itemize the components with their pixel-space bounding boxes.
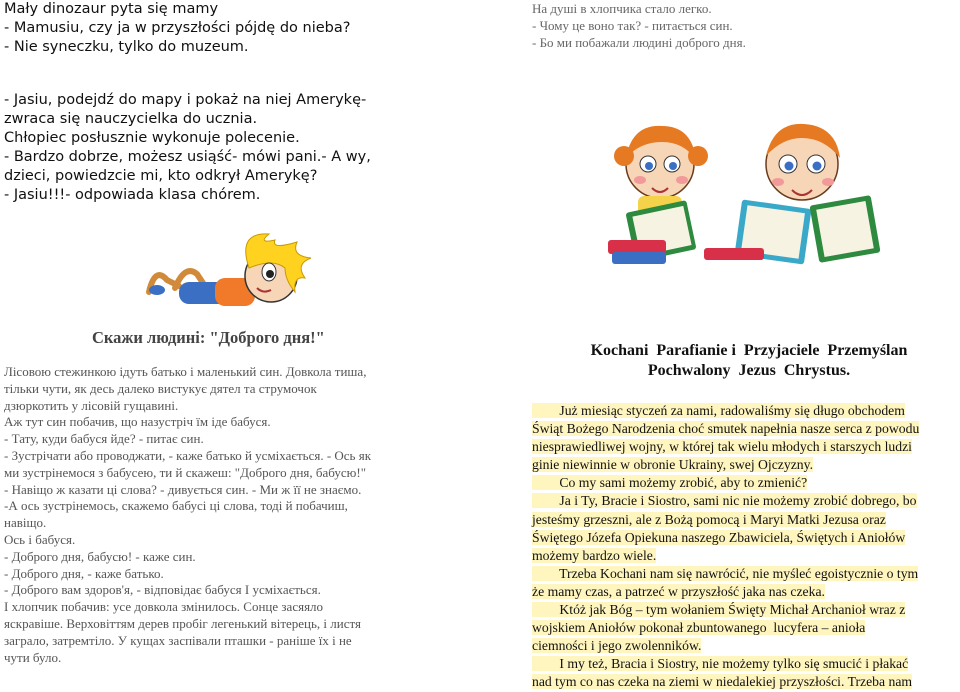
story-line: - Доброго дня, - каже батько. <box>4 565 164 581</box>
children-reading-books-illustration <box>588 112 932 272</box>
letter-line: Co my sami możemy zrobić, aby to zmienić? <box>532 475 808 491</box>
story-line: Ось і бабуся. <box>4 531 76 547</box>
story-line: На душі в хлопчика стало легко. <box>532 1 712 16</box>
joke-line: - Mamusiu, czy ja w przyszłości pójdę do nieba? <box>4 20 351 36</box>
joke-line: - Jasiu, podejdź do mapy i pokaż na niej Amerykę- <box>4 92 367 108</box>
story-line: тільки чути, як десь далеко вистукує дятел та струмочок <box>4 380 317 396</box>
story-line: - Зустрічати або проводжати, - каже батько й усміхається. - Ось як <box>4 447 372 463</box>
heading-line: Pochwalony Jezus Chrystus. <box>647 362 851 379</box>
story-line: - Доброго вам здоров'я, - відповідає бабуся І усміхається. <box>4 582 321 598</box>
letter-line: niesprawiedliwej wojny, w której tak wielu młodych i starszych ludzi <box>532 439 912 455</box>
heading-line: Kochani Parafianie i Przyjaciele Przemyślan <box>590 342 908 359</box>
story-line: - Навіщо ж казати ці слова? - дивується син. - Ми ж її не знаємо. <box>4 481 362 497</box>
story-line: яскравіше. Верховіттям дерев пробіг легенький вітерець, і листя <box>4 615 361 631</box>
story-line: Лісовою стежинкою ідуть батько і маленький син. Довкола тиша, <box>4 364 367 379</box>
story-line: - Бо ми побажали людині доброго дня. <box>532 35 746 50</box>
joke-line: Mały dinozaur pyta się mamy <box>4 1 219 17</box>
story-line: заграло, затремтіло. У кущах заспівали пташки - раніше їх і не <box>4 632 352 648</box>
story-line: І хлопчик побачив: усе довкола змінилось. Сонце засяяло <box>4 599 324 615</box>
letter-line: Trzeba Kochani nam się nawrócić, nie myśleć egoistycznie o tym <box>532 565 919 581</box>
joke-line: zwraca się nauczycielka do ucznia. <box>4 111 258 127</box>
letter-line: jesteśmy grzeszni, ale z Bożą pomocą i Maryi Matki Jezusa oraz <box>532 511 886 527</box>
story-line: - Тату, куди бабуся йде? - питає син. <box>4 431 204 447</box>
letter-line: Już miesiąc styczeń za nami, radowaliśmy się długo obchodem <box>532 403 905 418</box>
letter-line: nad tym co nas czeka na ziemi w niedalekiej przyszłości. Trzeba nam <box>532 674 913 690</box>
letter-line: możemy bardzo wiele. <box>532 547 657 563</box>
letter-line: Świąt Bożego Narodzenia choć smutek napełnia nasze serca z powodu <box>532 421 920 437</box>
joke-line: Chłopiec posłusznie wykonuje polecenie. <box>4 130 300 146</box>
joke-line: - Bardzo dobrze, możesz usiąść- mówi pani.- A wy, <box>4 149 371 165</box>
joke-jasiu-america <box>4 91 424 205</box>
story-line: чути було. <box>4 649 62 665</box>
story-line: дзюркотить у лісовій гущавині. <box>4 397 179 413</box>
letter-line: Ja i Ty, Bracie i Siostro, sami nic nie możemy zrobić dobrego, bo <box>532 493 917 509</box>
letter-line: ginie niewinnie w obronie Ukrainy, swej Ojczyzny. <box>532 457 814 473</box>
girl-reading-left <box>608 126 708 264</box>
letter-line: że mamy czas, a patrzeć w przyszłość jaka nas czeka. <box>532 583 825 599</box>
ukrainian-story-body <box>4 364 464 666</box>
letter-line: wojskiem Aniołów pokonał zbuntowanego lucyfera – anioła <box>532 620 866 636</box>
story-line: навіщо. <box>4 515 47 531</box>
letter-line: I my też, Bracia i Siostry, nie możemy tylko się smucić i płakać <box>532 656 909 672</box>
parish-letter-heading <box>534 341 960 381</box>
letter-line: ciemności i jego zwolenników. <box>532 638 702 654</box>
joke-dinosaur <box>4 0 424 57</box>
letter-line: Świętego Józefa Opiekuna naszego Zbawiciela, Świętych i Aniołów <box>532 529 906 545</box>
joke-line: - Nie syneczku, tylko do muzeum. <box>4 39 249 55</box>
boy-reading-right <box>704 124 881 265</box>
parish-letter-body <box>532 402 960 692</box>
story-line: - Доброго дня, бабусю! - каже син. <box>4 548 196 564</box>
story-line: ми зустрінемося з бабусею, ти й скажеш: "Доброго дня, бабусю!" <box>4 464 367 480</box>
ukrainian-story-ending <box>532 0 952 51</box>
story-line: -А ось зустрінемось, скажемо бабусі ці слова, тоді й побачиш, <box>4 498 348 514</box>
story-line: Аж тут син побачив, що назустріч їм іде бабуся. <box>4 414 271 430</box>
letter-line: Któż jak Bóg – tym wołaniem Święty Michał Archanioł wraz z <box>532 602 906 618</box>
joke-line: dzieci, powiedzcie mi, kto odkrył Amerykę? <box>4 168 318 184</box>
joke-line: - Jasiu!!!- odpowiada klasa chórem. <box>4 187 261 203</box>
story-line: - Чому це воно так? - питається син. <box>532 18 733 33</box>
girl-lying-illustration <box>145 228 320 323</box>
ukrainian-story-title: Скажи людині: "Доброго дня!" <box>92 328 325 347</box>
